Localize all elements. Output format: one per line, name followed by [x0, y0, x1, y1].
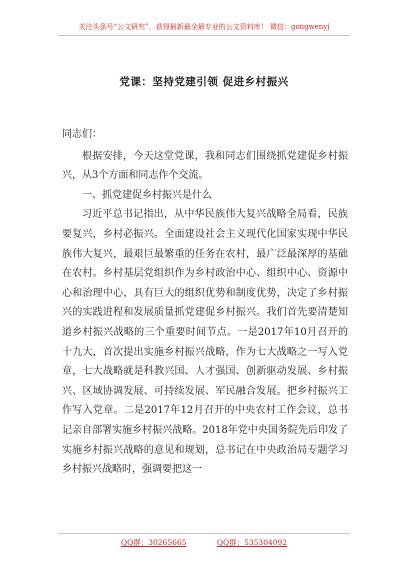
page-header-banner: 关注头条号“公文研究”，获得最新最全最专业的公文资料库！ 微信：gongwenyj: [58, 22, 350, 36]
greeting: 同志们：: [62, 129, 102, 140]
document-title: 党课：坚持党建引领 促进乡村振兴: [119, 76, 289, 88]
section-heading-1: 一、抓党建促乡村振兴是什么: [82, 189, 212, 201]
document-body: [62, 125, 348, 480]
footer-qq-group-2[interactable]: QQ群：535304092: [216, 538, 288, 547]
paragraph-intro: 根据安排，今天这堂党课，我和同志们围绕抓党建促乡村振兴，从3个方面和同志作个交流。: [62, 150, 348, 182]
page-footer: [58, 533, 350, 548]
footer-qq-group-1[interactable]: QQ群：30265665: [120, 538, 187, 547]
paragraph-main: 习近平总书记指出，从中华民族伟大复兴战略全局看，民族要复兴，乡村必振兴。全面建设社会主义现代化国家实现中华民族伟大复兴，最艰巨最繁重的任务在农村，最广泛最深厚的基础在农村。乡村基层党组织作为乡村政治中心、组织中心、资源中心和治理中心，具有巨大的组织优势和制度优势，决定了乡村振兴的实践进程和发展质量抓党建促乡村振兴。我们首先要清楚知道乡村振兴战略的三个重要时间节点。一是2017年10月召开的十九大，首次提出实施乡村振兴战略，作为七大战略之一写入党章，七大战略就是科教兴国、人才强国、创新驱动发展、乡村振兴、区域协调发展、可持续发展、军民融合发展。把乡村振兴工作写入党章。二是2017年12月召开的中央农村工作会议，总书记亲自部署实施乡村振兴战略。2018年党中央国务院先后印发了实施乡村振兴战略的意见和规划，总书记在中央政治局专题学习乡村振兴战略时，强调要把这一: [62, 209, 348, 476]
